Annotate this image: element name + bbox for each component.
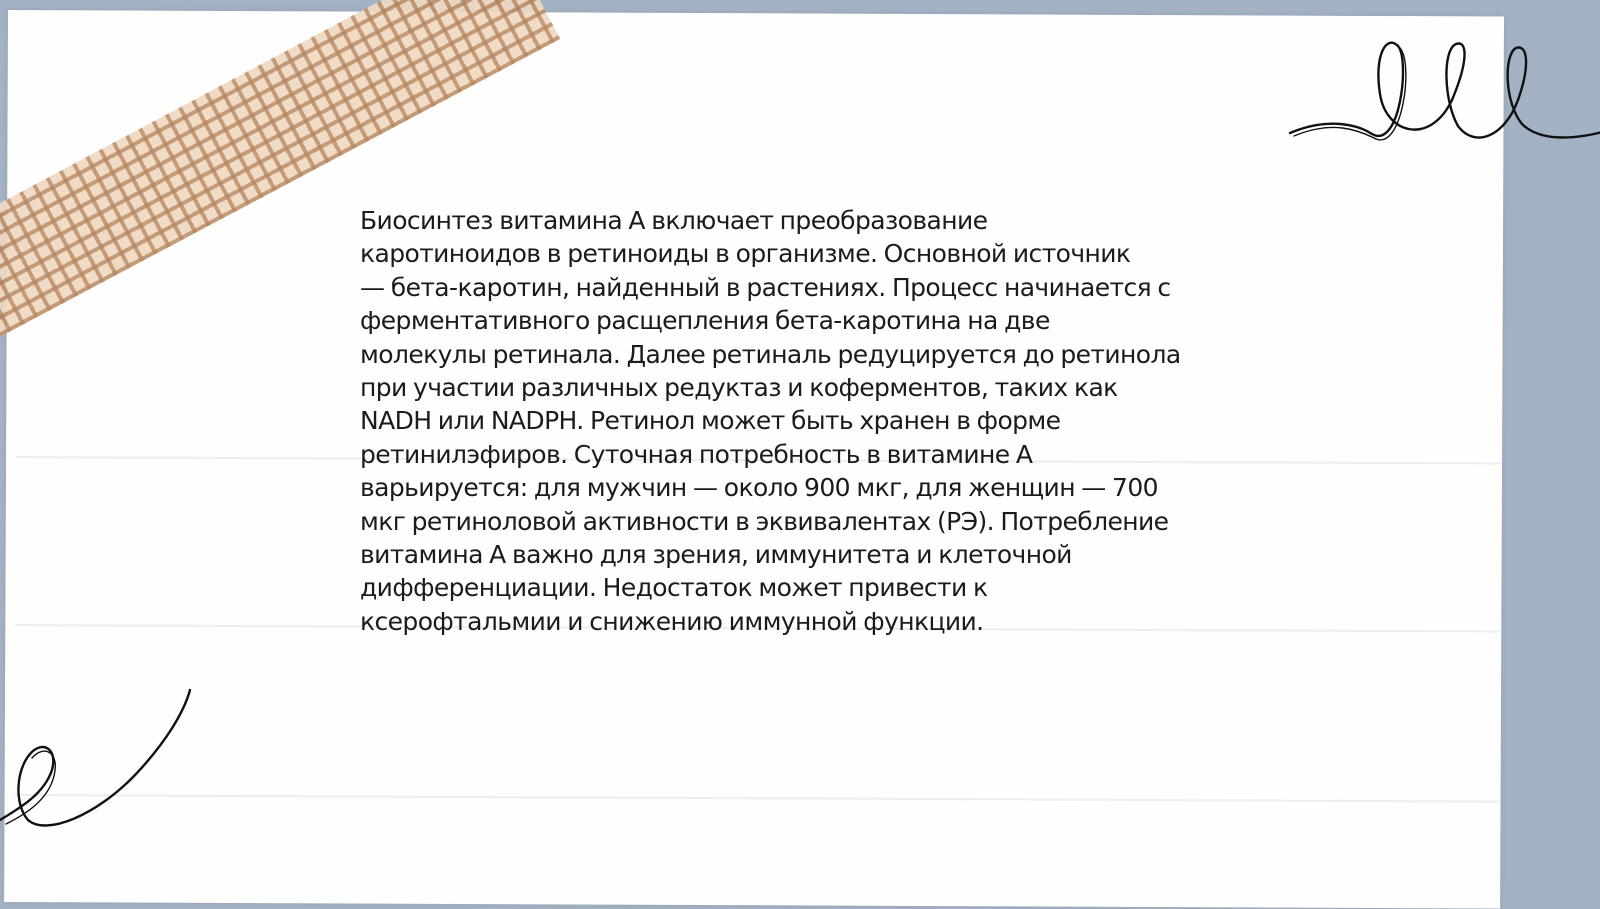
paragraph-line: ферментативного расщепления бета-каротина на две (360, 306, 1050, 336)
paragraph-line: Биосинтез витамина А включает преобразование (360, 206, 988, 235)
paragraph-line: ретинилэфиров. Суточная потребность в витамине А (360, 439, 1033, 469)
paragraph-line: — бета-каротин, найденный в растениях. Процесс начинается с (360, 272, 1171, 302)
paragraph-line: витамина А важно для зрения, иммунитета и клеточной (360, 540, 1072, 570)
ruled-line (15, 794, 1501, 802)
paragraph-line: каротиноидов в ретиноиды в организме. Основной источник (360, 239, 1131, 269)
paragraph-line: ксерофтальмии и снижению иммунной функции. (360, 606, 984, 636)
loop-doodle-bottom-left (0, 690, 200, 850)
paragraph-line: при участии различных редуктаз и коферментов, таких как (360, 373, 1118, 403)
paragraph-line: варьируется: для мужчин — около 900 мкг, для женщин — 700 (360, 473, 1158, 503)
loop-doodle-top-right (1290, 30, 1600, 170)
paragraph-line: молекулы ретинала. Далее ретиналь редуцируется до ретинола (360, 339, 1181, 369)
paragraph-line: мкг ретиноловой активности в эквивалентах (РЭ). Потребление (360, 506, 1169, 536)
paragraph-line: NADH или NADPH. Ретинол может быть хранен в форме (360, 406, 1061, 436)
body-paragraph (360, 204, 1260, 638)
paragraph-line: дифференциации. Недостаток может привести к (360, 573, 988, 603)
